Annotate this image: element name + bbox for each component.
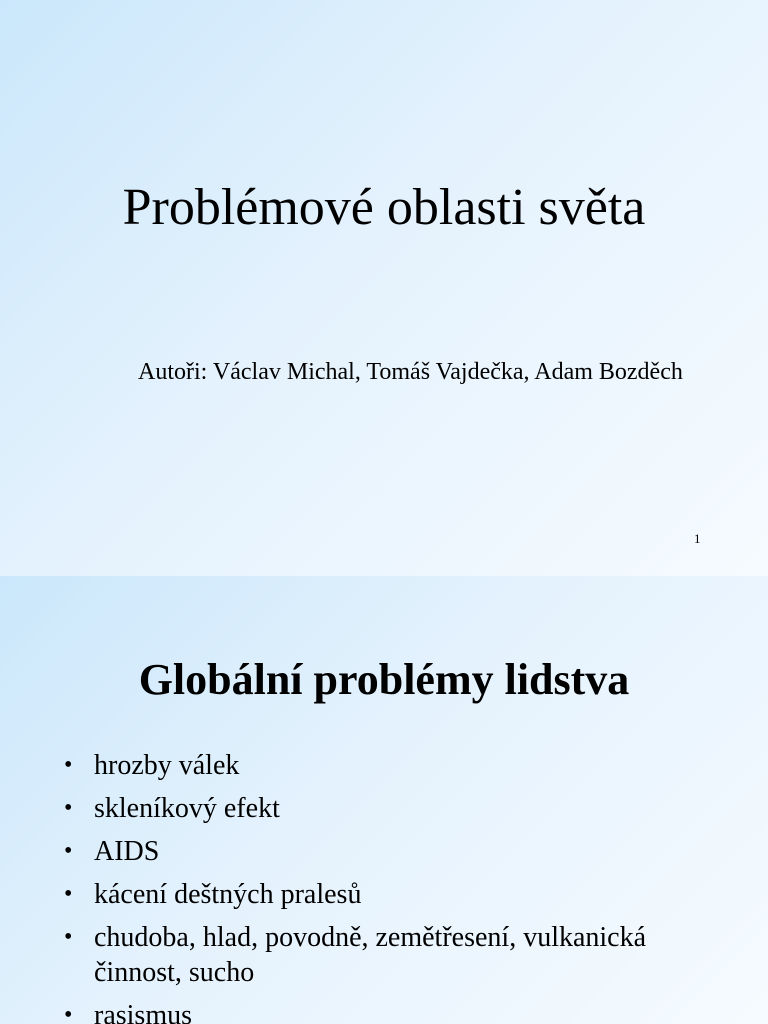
list-item-text: rasismus bbox=[94, 1000, 192, 1024]
list-item-text: hrozby válek bbox=[94, 750, 240, 781]
list-item bbox=[60, 748, 720, 783]
list-item-text: kácení deštných pralesů bbox=[94, 879, 362, 910]
slide-2-title: Globální problémy lidstva bbox=[138, 655, 630, 704]
bullet-icon: • bbox=[64, 924, 73, 950]
bullet-icon: • bbox=[64, 838, 73, 864]
list-item bbox=[60, 834, 720, 869]
list-item bbox=[60, 998, 720, 1024]
bullet-list bbox=[60, 748, 720, 1024]
bullet-icon: • bbox=[64, 1002, 73, 1024]
slide-1-title: Problémové oblasti světa bbox=[122, 179, 646, 236]
list-item bbox=[60, 877, 720, 912]
bullet-icon: • bbox=[64, 881, 73, 907]
list-item-text: skleníkový efekt bbox=[94, 793, 280, 824]
slide-1-page-number: 1 bbox=[694, 531, 701, 546]
list-item bbox=[60, 920, 720, 990]
bullet-icon: • bbox=[64, 795, 73, 821]
slide-2 bbox=[0, 576, 768, 1024]
slide-1-authors: Autoři: Václav Michal, Tomáš Vajdečka, Adam Bozděch bbox=[138, 359, 683, 385]
list-item-text: chudoba, hlad, povodně, zemětřesení, vulkanická činnost, sucho bbox=[94, 922, 647, 988]
bullet-icon: • bbox=[64, 752, 73, 778]
list-item bbox=[60, 791, 720, 826]
list-item-text: AIDS bbox=[94, 836, 160, 867]
